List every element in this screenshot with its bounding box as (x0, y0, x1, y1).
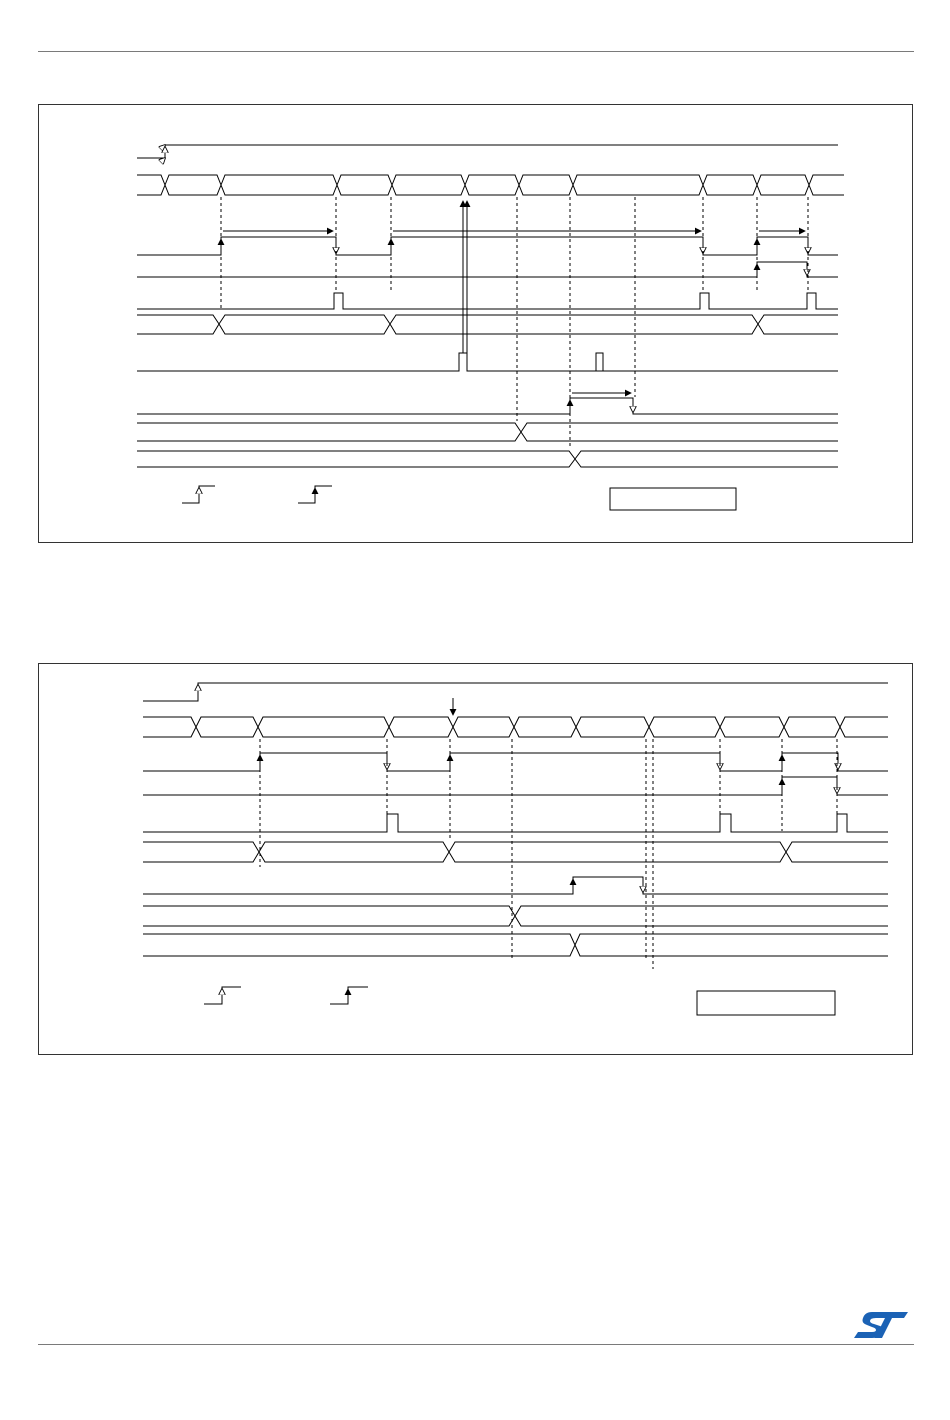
signal-row-4-2 (143, 777, 888, 795)
signal-row-7 (137, 353, 838, 371)
signal-row-5-pulses (137, 293, 838, 309)
legend-rising-edge-filled-2 (330, 987, 368, 1004)
footer-rule (38, 1344, 914, 1345)
bus-row-10 (137, 451, 838, 467)
st-logo-icon (852, 1310, 910, 1340)
signal-row-5-2-pulses (143, 814, 888, 832)
bus-row-2-1 (143, 717, 888, 737)
bus-row-9 (137, 423, 838, 441)
signal-step-2 (143, 683, 888, 701)
timing-diagram-frame-2 (38, 663, 913, 1055)
timing-diagram-frame-1 (38, 104, 913, 543)
legend-box-2 (697, 991, 835, 1015)
bus-row-1 (137, 175, 844, 195)
header-rule (38, 51, 914, 52)
timing-diagram-2 (39, 664, 914, 1056)
legend-box-1 (610, 488, 736, 510)
signal-row-8 (137, 398, 838, 414)
guide-lines-1 (221, 197, 808, 449)
bus-row-6-2 (143, 842, 888, 862)
signal-row-3 (137, 237, 838, 255)
timing-diagram-1 (39, 105, 914, 544)
signal-row-7-2 (143, 877, 888, 894)
bus-row-9-2 (143, 934, 888, 956)
bus-row-8-2 (143, 906, 888, 926)
signal-step-1 (137, 145, 838, 158)
bus-row-6 (137, 315, 838, 334)
signal-row-3-2 (143, 753, 888, 771)
